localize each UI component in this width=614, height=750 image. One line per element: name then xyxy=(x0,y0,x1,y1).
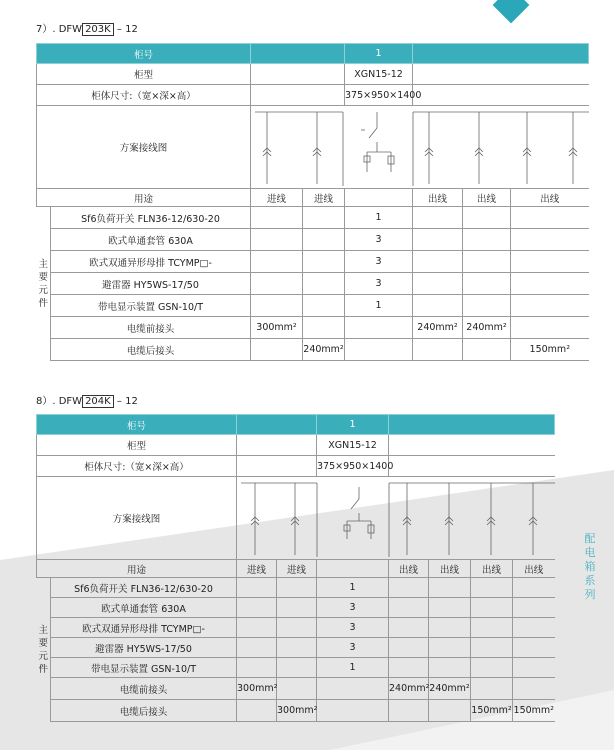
usage-cell: 进线 xyxy=(237,560,277,578)
usage-cell: 进线 xyxy=(251,189,303,207)
cable-front-cell xyxy=(277,678,317,700)
component-qty: 3 xyxy=(317,598,389,618)
group-label xyxy=(37,207,51,361)
wiring-diagram xyxy=(251,106,589,189)
group-label-char: 元 xyxy=(38,284,48,296)
cable-rear-cell xyxy=(251,339,303,361)
group-label xyxy=(37,578,51,722)
usage-cell: 出线 xyxy=(389,560,429,578)
cable-front-cell: 300mm² xyxy=(237,678,277,700)
cable-rear-cell: 150mm² xyxy=(513,700,555,722)
wiring-diagram xyxy=(237,477,555,560)
cabinet-type-value: XGN15-12 xyxy=(317,435,389,456)
component-name: 避雷器 HY5WS-17/50 xyxy=(51,638,237,658)
cable-rear-cell: 240mm² xyxy=(303,339,345,361)
component-row xyxy=(37,207,589,229)
cable-rear-cell: 300mm² xyxy=(277,700,317,722)
cable-front-row xyxy=(37,317,589,339)
cable-rear-cell xyxy=(413,339,463,361)
cable-rear-cell: 150mm² xyxy=(471,700,513,722)
cable-rear-cell: 150mm² xyxy=(511,339,589,361)
cable-front-label: 电缆前接头 xyxy=(51,317,251,339)
header-value: 1 xyxy=(317,415,389,435)
component-row xyxy=(37,618,555,638)
header-value: 1 xyxy=(345,44,413,64)
group-label-char: 件 xyxy=(38,297,48,309)
usage-cell xyxy=(345,189,413,207)
usage-label: 用途 xyxy=(37,189,251,207)
header-row xyxy=(37,415,555,435)
usage-label: 用途 xyxy=(37,560,237,578)
cable-front-cell xyxy=(471,678,513,700)
header-label: 柜号 xyxy=(37,44,251,64)
cable-front-cell: 300mm² xyxy=(251,317,303,339)
usage-cell xyxy=(317,560,389,578)
cable-rear-cell xyxy=(463,339,511,361)
diagram-label: 方案接线图 xyxy=(37,477,237,560)
cable-rear-cell xyxy=(237,700,277,722)
cable-front-cell: 240mm² xyxy=(463,317,511,339)
component-qty: 1 xyxy=(345,295,413,317)
cable-front-cell: 240mm² xyxy=(389,678,429,700)
component-row xyxy=(37,273,589,295)
group-label-char: 主 xyxy=(38,258,48,270)
usage-cell: 出线 xyxy=(511,189,589,207)
side-category-label: 配 电 箱 系 列 xyxy=(584,532,596,601)
header-label: 柜号 xyxy=(37,415,237,435)
cable-front-cell xyxy=(513,678,555,700)
diagram-row xyxy=(37,106,589,189)
title-code: 203K xyxy=(82,23,114,36)
usage-cell: 出线 xyxy=(463,189,511,207)
cabinet-type-label: 柜型 xyxy=(37,64,251,85)
title-code: 204K xyxy=(82,395,114,408)
component-name: 欧式单通套管 630A xyxy=(51,229,251,251)
cable-front-label: 电缆前接头 xyxy=(51,678,237,700)
usage-cell: 出线 xyxy=(513,560,555,578)
cable-front-cell xyxy=(511,317,589,339)
usage-cell: 出线 xyxy=(429,560,471,578)
section-title-8 xyxy=(36,392,138,407)
diagram-row xyxy=(37,477,555,560)
usage-row xyxy=(37,189,589,207)
dimensions-row xyxy=(37,85,589,106)
cable-rear-cell xyxy=(317,700,389,722)
title-prefix: 7）. DFW xyxy=(36,24,83,35)
cable-rear-cell xyxy=(389,700,429,722)
cable-front-row xyxy=(37,678,555,700)
usage-cell: 出线 xyxy=(413,189,463,207)
component-row xyxy=(37,598,555,618)
component-name: 欧式双通异形母排 TCYMP□- xyxy=(51,618,237,638)
cable-rear-row xyxy=(37,339,589,361)
section-title-7 xyxy=(36,20,138,35)
component-row xyxy=(37,295,589,317)
cabinet-type-row xyxy=(37,64,589,85)
cable-front-cell xyxy=(345,317,413,339)
cable-front-cell: 240mm² xyxy=(429,678,471,700)
dimensions-value: 375×950×1400 xyxy=(317,456,389,477)
cable-rear-cell xyxy=(345,339,413,361)
component-qty: 3 xyxy=(317,638,389,658)
component-row xyxy=(37,229,589,251)
component-name: 欧式双通异形母排 TCYMP□- xyxy=(51,251,251,273)
component-qty: 3 xyxy=(345,273,413,295)
dimensions-label: 柜体尺寸:（宽×深×高） xyxy=(37,456,237,477)
group-label-char: 件 xyxy=(38,663,48,675)
title-suffix: – 12 xyxy=(113,24,138,35)
usage-cell: 出线 xyxy=(471,560,513,578)
component-name: Sf6负荷开关 FLN36-12/630-20 xyxy=(51,578,237,598)
wiring-diagram-svg xyxy=(251,106,589,188)
group-label-char: 要 xyxy=(38,637,48,649)
group-label-char: 元 xyxy=(38,650,48,662)
component-row xyxy=(37,578,555,598)
cable-front-cell xyxy=(303,317,345,339)
title-prefix: 8）. DFW xyxy=(36,396,83,407)
cable-front-cell xyxy=(317,678,389,700)
dimensions-label: 柜体尺寸:（宽×深×高） xyxy=(37,85,251,106)
component-name: 避雷器 HY5WS-17/50 xyxy=(51,273,251,295)
component-row xyxy=(37,251,589,273)
group-label-char: 要 xyxy=(38,271,48,283)
component-row xyxy=(37,658,555,678)
component-row xyxy=(37,638,555,658)
component-qty: 3 xyxy=(317,618,389,638)
dimensions-value: 375×950×1400 xyxy=(345,85,413,106)
component-name: 欧式单通套管 630A xyxy=(51,598,237,618)
diagram-label: 方案接线图 xyxy=(37,106,251,189)
component-qty: 3 xyxy=(345,229,413,251)
header-row xyxy=(37,44,589,64)
cabinet-type-label: 柜型 xyxy=(37,435,237,456)
component-qty: 1 xyxy=(317,578,389,598)
usage-row xyxy=(37,560,555,578)
spec-table-7 xyxy=(36,43,589,361)
wiring-diagram-svg xyxy=(237,477,555,559)
component-name: 带电显示装置 GSN-10/T xyxy=(51,295,251,317)
title-suffix: – 12 xyxy=(113,396,138,407)
cable-front-cell: 240mm² xyxy=(413,317,463,339)
dimensions-row xyxy=(37,456,555,477)
component-qty: 1 xyxy=(345,207,413,229)
cable-rear-label: 电缆后接头 xyxy=(51,339,251,361)
spec-table-8 xyxy=(36,414,555,722)
component-qty: 1 xyxy=(317,658,389,678)
cabinet-type-row xyxy=(37,435,555,456)
usage-cell: 进线 xyxy=(277,560,317,578)
cable-rear-cell xyxy=(429,700,471,722)
group-label-char: 主 xyxy=(38,624,48,636)
cable-rear-label: 电缆后接头 xyxy=(51,700,237,722)
component-name: 带电显示装置 GSN-10/T xyxy=(51,658,237,678)
cable-rear-row xyxy=(37,700,555,722)
cabinet-type-value: XGN15-12 xyxy=(345,64,413,85)
component-qty: 3 xyxy=(345,251,413,273)
component-name: Sf6负荷开关 FLN36-12/630-20 xyxy=(51,207,251,229)
usage-cell: 进线 xyxy=(303,189,345,207)
